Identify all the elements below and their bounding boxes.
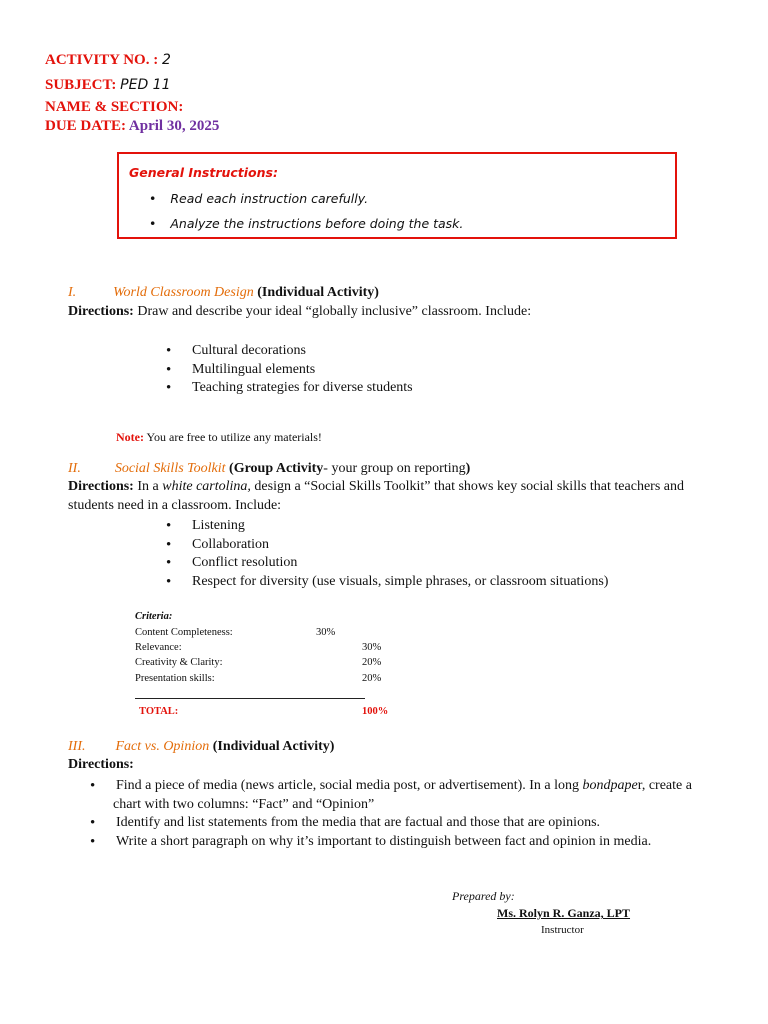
- due-date: DUE DATE: April 30, 2025: [45, 118, 220, 134]
- criteria-row: Content Completeness:: [135, 627, 233, 638]
- list-item: • Conflict resolution: [166, 554, 608, 573]
- section-1-directions: Directions: Draw and describe your ideal “globally inclusive” classroom. Include:: [68, 304, 532, 319]
- list-item-continuation: chart with two columns: “Fact” and “Opinion”: [113, 796, 375, 812]
- bullet-icon: •: [149, 191, 157, 206]
- name-section-label: NAME & SECTION:: [45, 99, 184, 115]
- section-1-list: [166, 342, 413, 398]
- criteria-divider: [135, 698, 365, 699]
- section-2-heading: II. Social Skills Toolkit (Group Activity- your group on reporting): [68, 461, 471, 476]
- section-3-directions: Directions:: [68, 757, 134, 772]
- criteria-value: 20%: [362, 657, 382, 668]
- criteria-value: 30%: [316, 627, 336, 638]
- section-3-heading: III. Fact vs. Opinion (Individual Activity): [68, 739, 335, 754]
- criteria-total-value: 100%: [362, 706, 389, 717]
- bullet-icon: •: [149, 216, 157, 231]
- section-2-list: [166, 517, 608, 591]
- list-item: • Collaboration: [166, 536, 608, 555]
- instructor-name: Ms. Rolyn R. Ganza, LPT: [497, 906, 631, 920]
- section-3-list: [90, 777, 692, 851]
- list-item: • Teaching strategies for diverse students: [166, 379, 413, 398]
- section-2-directions: Directions: In a white cartolina, design a “Social Skills Toolkit” that shows key social skills that teachers and: [68, 479, 684, 494]
- instructor-role: Instructor: [541, 924, 584, 936]
- subject: SUBJECT: PED 11: [45, 77, 171, 93]
- activity-number: ACTIVITY NO. : 2: [45, 52, 171, 68]
- criteria-row: Creativity & Clarity:: [135, 657, 223, 668]
- criteria-value: 20%: [362, 673, 382, 684]
- criteria-row: Relevance:: [135, 642, 182, 653]
- list-item: • Cultural decorations: [166, 342, 413, 361]
- criteria-value: 30%: [362, 642, 382, 653]
- prepared-by: Prepared by:: [452, 889, 515, 903]
- list-item: • Identify and list statements from the media that are factual and those that are opinions.: [90, 814, 692, 833]
- list-item: • Multilingual elements: [166, 361, 413, 380]
- criteria-title: Criteria:: [135, 611, 173, 622]
- general-instructions-box: [117, 152, 677, 239]
- list-item: • Listening: [166, 517, 608, 536]
- general-instructions-title: General Instructions:: [129, 165, 278, 180]
- list-item: • Respect for diversity (use visuals, simple phrases, or classroom situations): [166, 573, 608, 592]
- list-item: • Write a short paragraph on why it’s important to distinguish between fact and opinion in media.: [90, 833, 692, 852]
- section-2-directions-line2: students need in a classroom. Include:: [68, 498, 282, 513]
- criteria-total-label: TOTAL:: [139, 706, 179, 717]
- section-1-heading: I. World Classroom Design (Individual Activity): [68, 285, 379, 300]
- section-1-note: Note: You are free to utilize any materials!: [116, 430, 322, 444]
- criteria-row: Presentation skills:: [135, 673, 215, 684]
- instruction-item: • Read each instruction carefully.: [149, 191, 369, 206]
- list-item: • Find a piece of media (news article, social media post, or advertisement). In a long bondpaper, create a: [90, 777, 692, 796]
- instruction-item: • Analyze the instructions before doing the task.: [149, 216, 464, 231]
